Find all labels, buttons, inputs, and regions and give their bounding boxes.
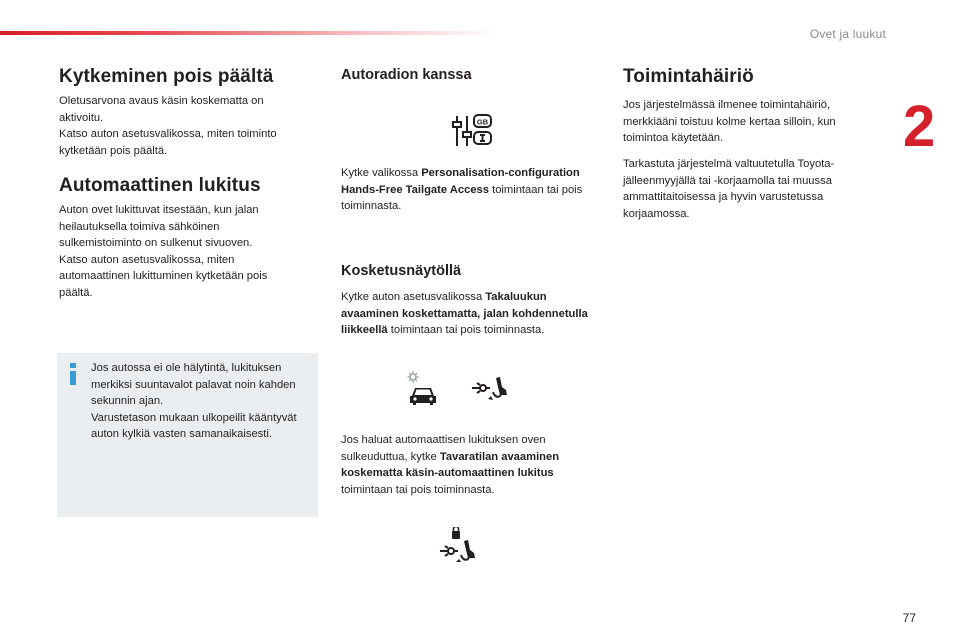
radio-instructions	[341, 165, 596, 215]
touch-menu-path: Takaluukun avaaminen koskettamatta, jalan kohdennetulla liikkeellä	[341, 291, 588, 337]
radio-text-post: toimintaan tai pois toiminnasta.	[341, 183, 583, 213]
malfunction-paragraph-1: Jos järjestelmässä ilmenee toimintahäiriö, merkkiääni toistuu kolme kertaa silloin, kun toimintoa käytetään.	[623, 99, 836, 145]
auto-lock-text-pre: Jos haluat automaattisen lukituksen oven sulkeuduttua, kytke	[341, 434, 546, 463]
info-box	[57, 353, 318, 517]
foot-kick-lock-icon	[437, 527, 479, 563]
foot-kick-icon	[469, 374, 511, 402]
car-settings-icon	[407, 370, 439, 406]
auto-lock-text-post: toimintaan tai pois toiminnasta.	[341, 483, 495, 496]
radio-text-pre: Kytke valikossa	[341, 167, 422, 179]
chapter-number: 2	[903, 94, 936, 159]
svg-text:GB: GB	[476, 117, 489, 127]
radio-settings-gb-icon	[451, 112, 493, 148]
disable-paragraph: Oletusarvona avaus käsin koskematta on aktivoitu. Katso auton asetusvalikossa, miten toiminto kytketään pois päältä.	[59, 95, 277, 157]
touch-text-post: toimintaan tai pois toiminnasta.	[387, 324, 545, 337]
info-text: Jos autossa ei ole hälytintä, lukituksen merkiksi suuntavalot palavat noin kahden sekunnin ajan. Varustetason mukaan ulkopeilit kääntyvät auton kylkiä vasten samanaikaisesti.	[91, 362, 297, 441]
auto-lock-menu-path: Tavaratilan avaaminen koskematta käsin-automaattinen lukitus	[341, 450, 560, 480]
section-title-disable: Kytkeminen pois päältä	[59, 66, 274, 87]
touch-text-pre: Kytke auton asetusvalikossa	[341, 291, 486, 303]
page-number: 77	[902, 611, 916, 625]
chapter-title: Ovet ja luukut	[809, 27, 886, 41]
section-title-malfunction: Toimintahäiriö	[623, 66, 754, 87]
malfunction-paragraph-2: Tarkastuta järjestelmä valtuutetulla Toyota-jälleenmyyjällä tai -korjaamolla tai muussa ammattitaitoisessa ja hyvin varustetussa korjaamossa.	[623, 158, 835, 220]
info-icon	[69, 363, 77, 385]
header-accent-bar	[0, 31, 500, 35]
auto-lock-paragraph: Auton ovet lukittuvat itsestään, kun jalan heilautuksella toimiva sähköinen sulkemistoiminto on sulkenut sivuoven. Katso auton asetusvalikossa, miten automaattinen lukittuminen kytketään pois päältä.	[59, 204, 268, 299]
touchscreen-instructions	[341, 289, 591, 339]
section-title-radio: Autoradion kanssa	[341, 67, 472, 83]
section-title-auto-lock: Automaattinen lukitus	[59, 175, 261, 196]
radio-menu-path: Personalisation-configuration Hands-Free Tailgate Access	[341, 167, 580, 196]
auto-lock-instructions	[341, 432, 591, 498]
section-title-touchscreen: Kosketusnäytöllä	[341, 263, 462, 279]
